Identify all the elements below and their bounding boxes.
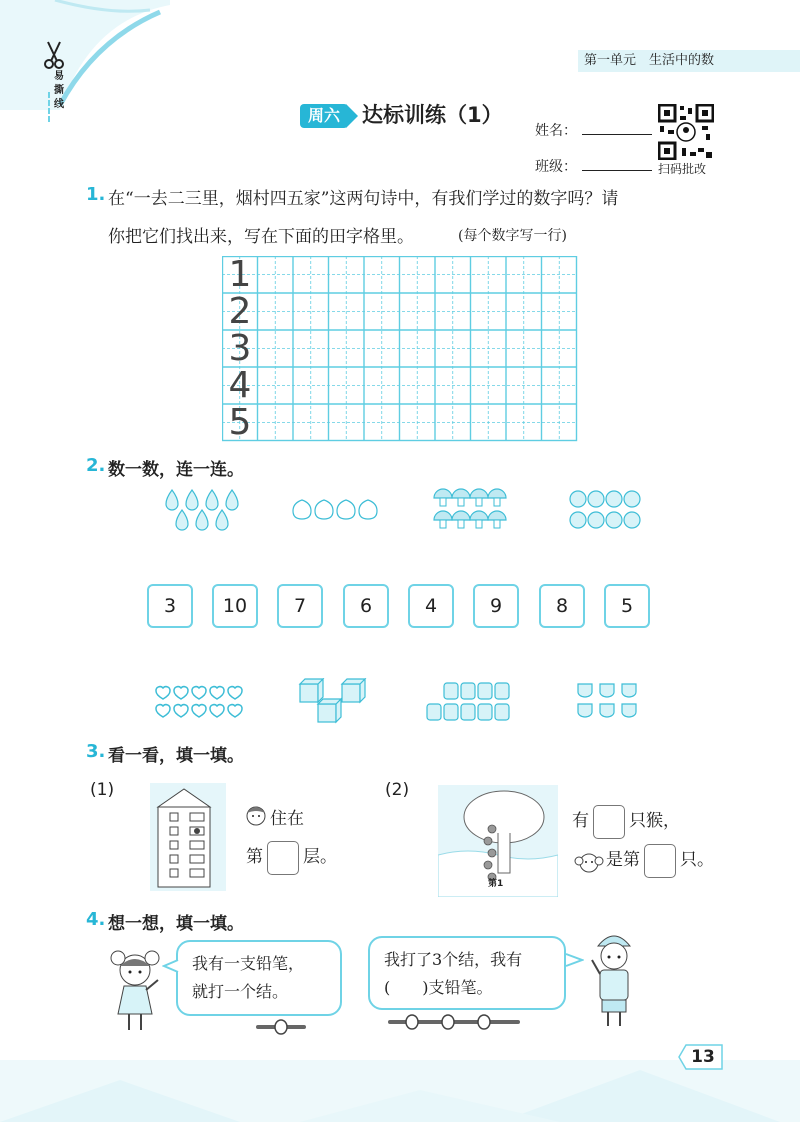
q3-lives-text: 住在 xyxy=(270,809,304,829)
q3-title: 看一看，填一填。 xyxy=(108,746,244,766)
boy-illustration xyxy=(586,928,642,1032)
q3-part1-label: (1) xyxy=(90,780,115,800)
q4-number: 4. xyxy=(86,909,106,930)
grid-digit-2: 2 xyxy=(228,291,252,332)
cups-group xyxy=(574,680,654,722)
girl-illustration xyxy=(104,944,166,1036)
q3-monkey-text: 只猴， xyxy=(629,811,680,831)
q3-position-sentence xyxy=(606,843,714,878)
q1-number: 1. xyxy=(86,184,106,205)
number-box-2[interactable]: 10 xyxy=(212,584,258,628)
three-knot-rope-image xyxy=(388,1012,520,1032)
page-number: 13 xyxy=(691,1047,715,1067)
number-box-8[interactable]: 5 xyxy=(604,584,650,628)
number-box-3[interactable]: 7 xyxy=(277,584,323,628)
tianzige-grid xyxy=(222,256,578,442)
name-label: 姓名： xyxy=(535,123,577,139)
number-box-4[interactable]: 6 xyxy=(343,584,389,628)
q2-title: 数一数，连一连。 xyxy=(108,460,244,480)
q1-line2: 你把它们找出来，写在下面的田字格里。 xyxy=(108,227,414,247)
q3-monkey-sentence xyxy=(572,804,680,839)
number-box-7[interactable]: 8 xyxy=(539,584,585,628)
grid-digit-1: 1 xyxy=(228,254,252,295)
bubble1-line2: 就打一个结。 xyxy=(192,982,289,1001)
q3-zhi-text: 只。 xyxy=(680,850,714,870)
q4-title: 想一想，填一填。 xyxy=(108,914,244,934)
hearts-group xyxy=(154,682,246,720)
page-title: 达标训练（1） xyxy=(362,103,503,127)
peaches-group xyxy=(290,496,380,522)
q1-line1: 在“一去二三里，烟村四五家”这两句诗中，有我们学过的数字吗？请 xyxy=(108,189,619,209)
name-field[interactable] xyxy=(582,134,652,135)
speech-bubble-girl xyxy=(176,940,342,1016)
day-badge: 周六 xyxy=(300,104,348,128)
q3-part2-label: (2) xyxy=(385,780,410,800)
q1-note: (每个数字写一行) xyxy=(458,228,567,244)
q3-ceng-text: 层。 xyxy=(303,847,337,867)
bubble2-line2: ( )支铅笔。 xyxy=(384,978,493,997)
tree-first-mark: 第1 xyxy=(488,879,504,889)
q2-number: 2. xyxy=(86,455,106,476)
number-box-1[interactable]: 3 xyxy=(147,584,193,628)
cubes-group xyxy=(298,678,368,726)
grid-digit-5: 5 xyxy=(228,402,252,443)
pears-group xyxy=(158,486,248,534)
apples-group xyxy=(566,486,646,532)
speech-bubble-boy xyxy=(368,936,566,1010)
bubble-tail-left xyxy=(162,958,180,974)
monkey-position-box[interactable] xyxy=(644,844,676,878)
q3-shi-text: 是第 xyxy=(606,850,640,870)
brand-text: 易撕线 xyxy=(54,71,64,110)
tear-dash-line xyxy=(48,92,50,122)
class-field[interactable] xyxy=(582,170,652,171)
floor-answer-box[interactable] xyxy=(267,841,299,875)
mushrooms-group xyxy=(432,486,508,532)
qr-caption: 扫码批改 xyxy=(658,162,707,176)
brand-tear-line xyxy=(42,40,70,112)
corner-swoosh-decoration xyxy=(0,0,170,110)
q3-you-text: 有 xyxy=(572,811,589,831)
monkey-count-box[interactable] xyxy=(593,805,625,839)
bubble-tail-right xyxy=(564,952,584,968)
number-box-5[interactable]: 4 xyxy=(408,584,454,628)
class-label: 班级： xyxy=(535,159,577,175)
boy-face-icon xyxy=(245,803,267,827)
unit-title: 第一单元 生活中的数 xyxy=(584,53,715,68)
bubble2-line1: 我打了3个结，我有 xyxy=(384,950,523,969)
badge-arrow-icon xyxy=(346,104,358,128)
q3-di-text: 第 xyxy=(246,847,263,867)
one-knot-rope-image xyxy=(256,1018,306,1036)
cylinders-group xyxy=(424,680,520,724)
q3-floor-sentence xyxy=(246,840,337,875)
q3-number: 3. xyxy=(86,741,106,762)
grid-digit-4: 4 xyxy=(228,365,252,406)
apartment-building-image xyxy=(150,783,226,891)
monkey-face-icon xyxy=(574,850,604,874)
qr-code-icon xyxy=(658,104,714,160)
number-box-6[interactable]: 9 xyxy=(473,584,519,628)
bubble1-line1: 我有一支铅笔， xyxy=(192,954,305,973)
grid-digit-3: 3 xyxy=(228,328,252,369)
scissors-icon xyxy=(42,40,66,70)
